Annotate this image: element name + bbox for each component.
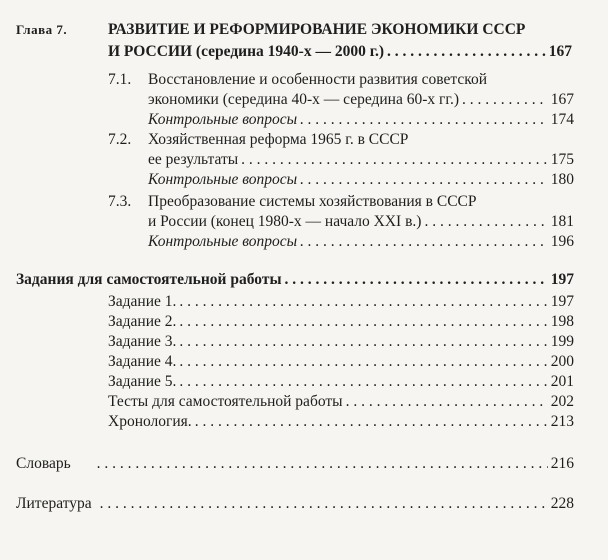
toc-entry-section[interactable] (148, 90, 574, 110)
toc-entry-dictionary[interactable] (16, 454, 574, 474)
task-label: Задание 1. (108, 293, 177, 310)
section-number: 7.2. (108, 131, 132, 148)
task-label: Задание 4. (108, 353, 177, 370)
task-label: Хронология. (108, 413, 192, 430)
toc-entry-task[interactable] (108, 312, 574, 332)
leader-dots (346, 392, 548, 412)
chapter-label: Глава 7. (16, 22, 68, 37)
task-label: Задание 3. (108, 333, 177, 350)
section-title-line1: Преобразование системы хозяйствования в СССР (148, 193, 477, 210)
page-number: 197 (550, 293, 574, 310)
leader-dots (179, 332, 547, 352)
leader-dots (241, 150, 548, 170)
section-number: 7.1. (108, 71, 132, 88)
page-number: 198 (550, 313, 574, 330)
toc-entry-literature[interactable] (16, 494, 574, 514)
toc-entry-task[interactable] (108, 412, 574, 432)
leader-dots (179, 312, 547, 332)
page-number: 174 (550, 111, 574, 128)
toc-entry-chapter[interactable] (108, 42, 572, 62)
page-number: 175 (550, 151, 574, 168)
task-label: Тесты для самостоятельной работы (108, 393, 343, 410)
leader-dots (462, 90, 548, 110)
questions-label: Контрольные вопросы (148, 111, 298, 128)
page-number: 202 (550, 393, 574, 410)
leader-dots (387, 42, 546, 62)
questions-label: Контрольные вопросы (148, 233, 298, 250)
toc-entry-task[interactable] (108, 332, 574, 352)
section-number: 7.3. (108, 193, 132, 210)
leader-dots (100, 494, 548, 514)
page-number: 196 (550, 233, 574, 250)
chapter-title-line1: РАЗВИТИЕ И РЕФОРМИРОВАНИЕ ЭКОНОМИКИ СССР (108, 21, 526, 38)
leader-dots (179, 292, 547, 312)
toc-entry-questions[interactable] (148, 232, 574, 252)
toc-entry-task[interactable] (108, 392, 574, 412)
leader-dots (179, 372, 547, 392)
toc-entry-task[interactable] (108, 372, 574, 392)
leader-dots (300, 110, 548, 130)
page-number: 167 (548, 43, 572, 60)
page-number: 201 (550, 373, 574, 390)
section-title-line2: и России (конец 1980-х — начало XXI в.) (148, 213, 422, 230)
leader-dots (424, 212, 547, 232)
chapter-title-line2: И РОССИИ (середина 1940-х — 2000 г.) (108, 43, 385, 60)
toc-entry-questions[interactable] (148, 170, 574, 190)
leader-dots (195, 412, 548, 432)
dictionary-label: Словарь (16, 455, 71, 472)
page-number: 180 (550, 171, 574, 188)
task-label: Задание 5. (108, 373, 177, 390)
section-title-line1: Восстановление и особенности развития советской (148, 71, 488, 88)
section-title-line2: ее результаты (148, 151, 239, 168)
toc-entry-tasks[interactable] (16, 270, 574, 290)
page-number: 197 (550, 271, 574, 288)
section-title-line2: экономики (середина 40-х — середина 60-х гг.) (148, 91, 460, 108)
page-number: 199 (550, 333, 574, 350)
page-number: 216 (550, 455, 574, 472)
task-label: Задание 2. (108, 313, 177, 330)
leader-dots (300, 232, 548, 252)
section-title-line1: Хозяйственная реформа 1965 г. в СССР (148, 131, 409, 148)
leader-dots (97, 454, 548, 474)
leader-dots (179, 352, 547, 372)
literature-label: Литература (16, 495, 92, 512)
leader-dots (300, 170, 548, 190)
toc-entry-task[interactable] (108, 292, 574, 312)
toc-entry-questions[interactable] (148, 110, 574, 130)
page-number: 167 (550, 91, 574, 108)
page-number: 228 (550, 495, 574, 512)
page-number: 213 (550, 413, 574, 430)
toc-entry-task[interactable] (108, 352, 574, 372)
questions-label: Контрольные вопросы (148, 171, 298, 188)
toc-entry-section[interactable] (148, 212, 574, 232)
page-number: 200 (550, 353, 574, 370)
tasks-title: Задания для самостоятельной работы (16, 271, 282, 288)
leader-dots (285, 270, 548, 290)
toc-entry-section[interactable] (148, 150, 574, 170)
page-number: 181 (550, 213, 574, 230)
